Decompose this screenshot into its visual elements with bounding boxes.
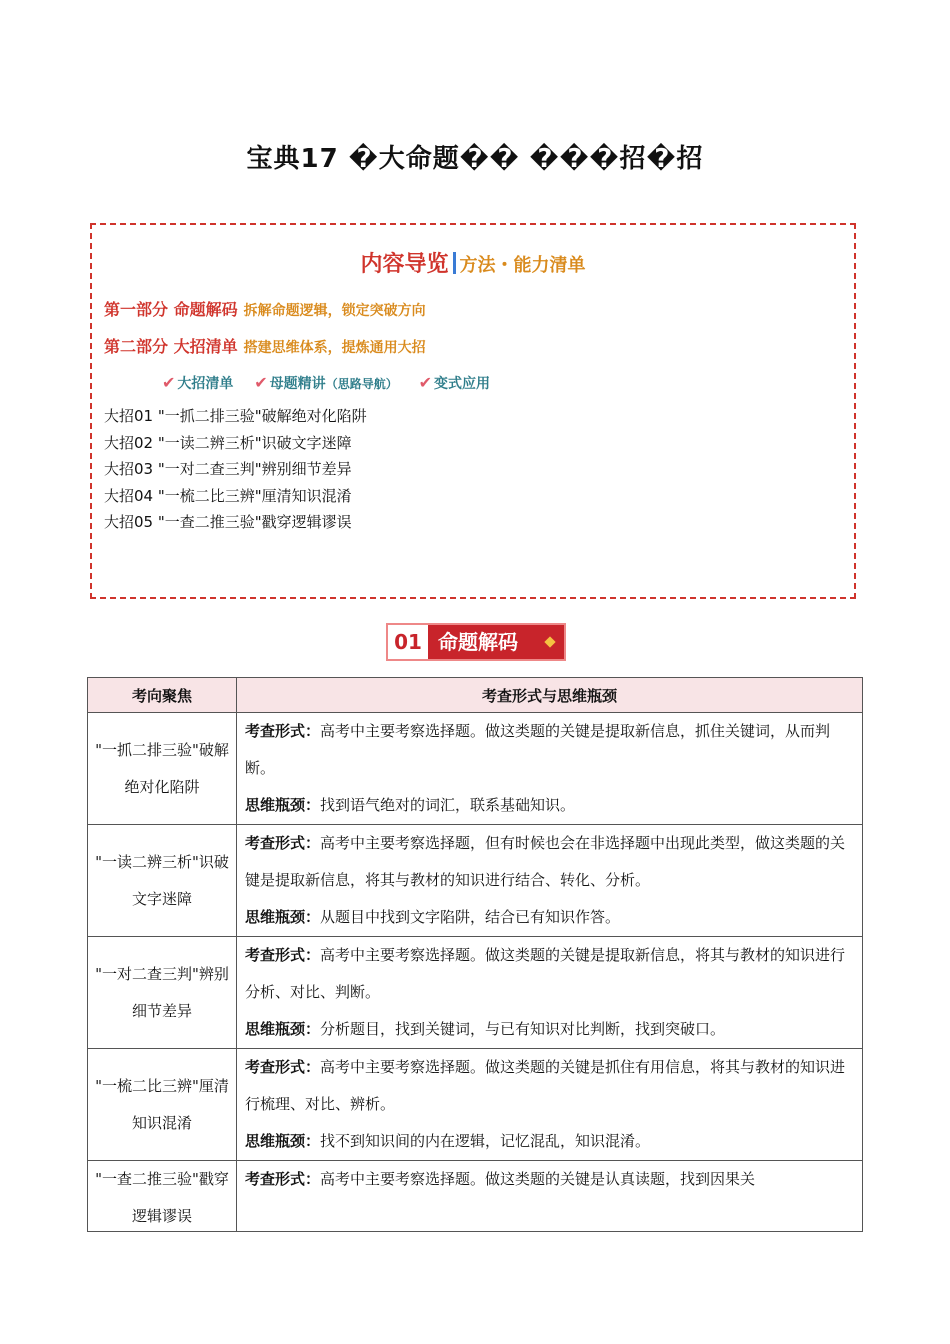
list-item: 大招04 "一梳二比三辨"厘清知识混淆 <box>104 486 352 505</box>
part-two-label: 第二部分 大招清单 <box>104 337 238 356</box>
part-one <box>104 297 426 320</box>
part-one-label: 第一部分 命题解码 <box>104 300 238 319</box>
detail-cell: 考查形式：高考中主要考察选择题。做这类题的关键是提取新信息，抓住关键词，从而判断。 思维瓶颈：找到语气绝对的词汇，联系基础知识。 <box>237 713 863 825</box>
list-item: 大招01 "一抓二排三验"破解绝对化陷阱 <box>104 407 367 425</box>
section-badge <box>386 623 566 661</box>
focus-cell: "一读二辨三析"识破文字迷障 <box>88 825 237 937</box>
detail-cell: 考查形式：高考中主要考察选择题，但有时候也会在非选择题中出现此类型，做这类题的关键是提取新信息，将其与教材的知识进行结合、转化、分析。 思维瓶颈：从题目中找到文字陷阱，结合已有知识作答。 <box>237 825 863 937</box>
detail-cell: 考查形式：高考中主要考察选择题。做这类题的关键是抓住有用信息，将其与教材的知识进行梳理、对比、辨析。 思维瓶颈：找不到知识间的内在逻辑，记忆混乱，知识混淆。 <box>237 1049 863 1161</box>
overview-title: 内容导览 <box>360 252 449 277</box>
check-item-variant: ✔ 变式应用 <box>418 373 490 392</box>
list-item: 大招03 "一对二查三判"辨别细节差异 <box>104 460 352 478</box>
focus-cell: "一抓二排三验"破解绝对化陷阱 <box>88 713 237 825</box>
table-row <box>88 1049 863 1161</box>
detail-cell: 考查形式：高考中主要考察选择题。做这类题的关键是提取新信息，将其与教材的知识进行分析、对比、判断。 思维瓶颈：分析题目，找到关键词，与已有知识对比判断，找到突破口。 <box>237 937 863 1049</box>
table-row <box>88 937 863 1049</box>
focus-cell: "一梳二比三辨"厘清知识混淆 <box>88 1049 237 1161</box>
list-item: 大招02 "一读二辨三析"识破文字迷障 <box>104 433 352 452</box>
table-row <box>88 713 863 825</box>
exam-focus-table <box>87 677 863 1232</box>
table-header-row <box>88 678 863 713</box>
overview-header <box>92 247 854 278</box>
checkmark-icon: ✔ <box>254 373 268 392</box>
check-item-mother-problem: ✔ 母题精讲（思路导航） <box>254 373 398 392</box>
part-two <box>104 334 426 357</box>
part-two-desc: 搭建思维体系，提炼通用大招 <box>243 340 426 356</box>
focus-cell: "一对二查三判"辨别细节差异 <box>88 937 237 1049</box>
overview-subtitle: 方法・能力清单 <box>459 255 586 276</box>
checkmark-icon: ✔ <box>418 373 432 392</box>
checkmark-icon: ✔ <box>162 373 176 392</box>
detail-cell: 考查形式：高考中主要考察选择题。做这类题的关键是认真读题，找到因果关 <box>237 1161 863 1232</box>
table-row <box>88 1161 863 1232</box>
check-item-trick-list: ✔ 大招清单 <box>162 373 234 392</box>
trick-list <box>104 403 367 536</box>
content-overview-box <box>90 223 856 599</box>
checklist-row <box>162 373 506 393</box>
document-title: 宝典17 �大命题�� ���招�招 <box>246 144 704 174</box>
column-header-form: 考查形式与思维瓶颈 <box>237 678 863 713</box>
column-header-focus: 考向聚焦 <box>88 678 237 713</box>
list-item: 大招05 "一查二推三验"戳穿逻辑谬误 <box>104 513 352 531</box>
section-title: 命题解码 <box>438 630 518 654</box>
focus-cell: "一查二推三验"戳穿逻辑谬误 <box>88 1161 237 1232</box>
diamond-icon <box>544 636 555 647</box>
section-number: 01 <box>388 625 428 659</box>
part-one-desc: 拆解命题逻辑，锁定突破方向 <box>243 303 426 319</box>
header-divider <box>453 252 456 274</box>
table-row <box>88 825 863 937</box>
